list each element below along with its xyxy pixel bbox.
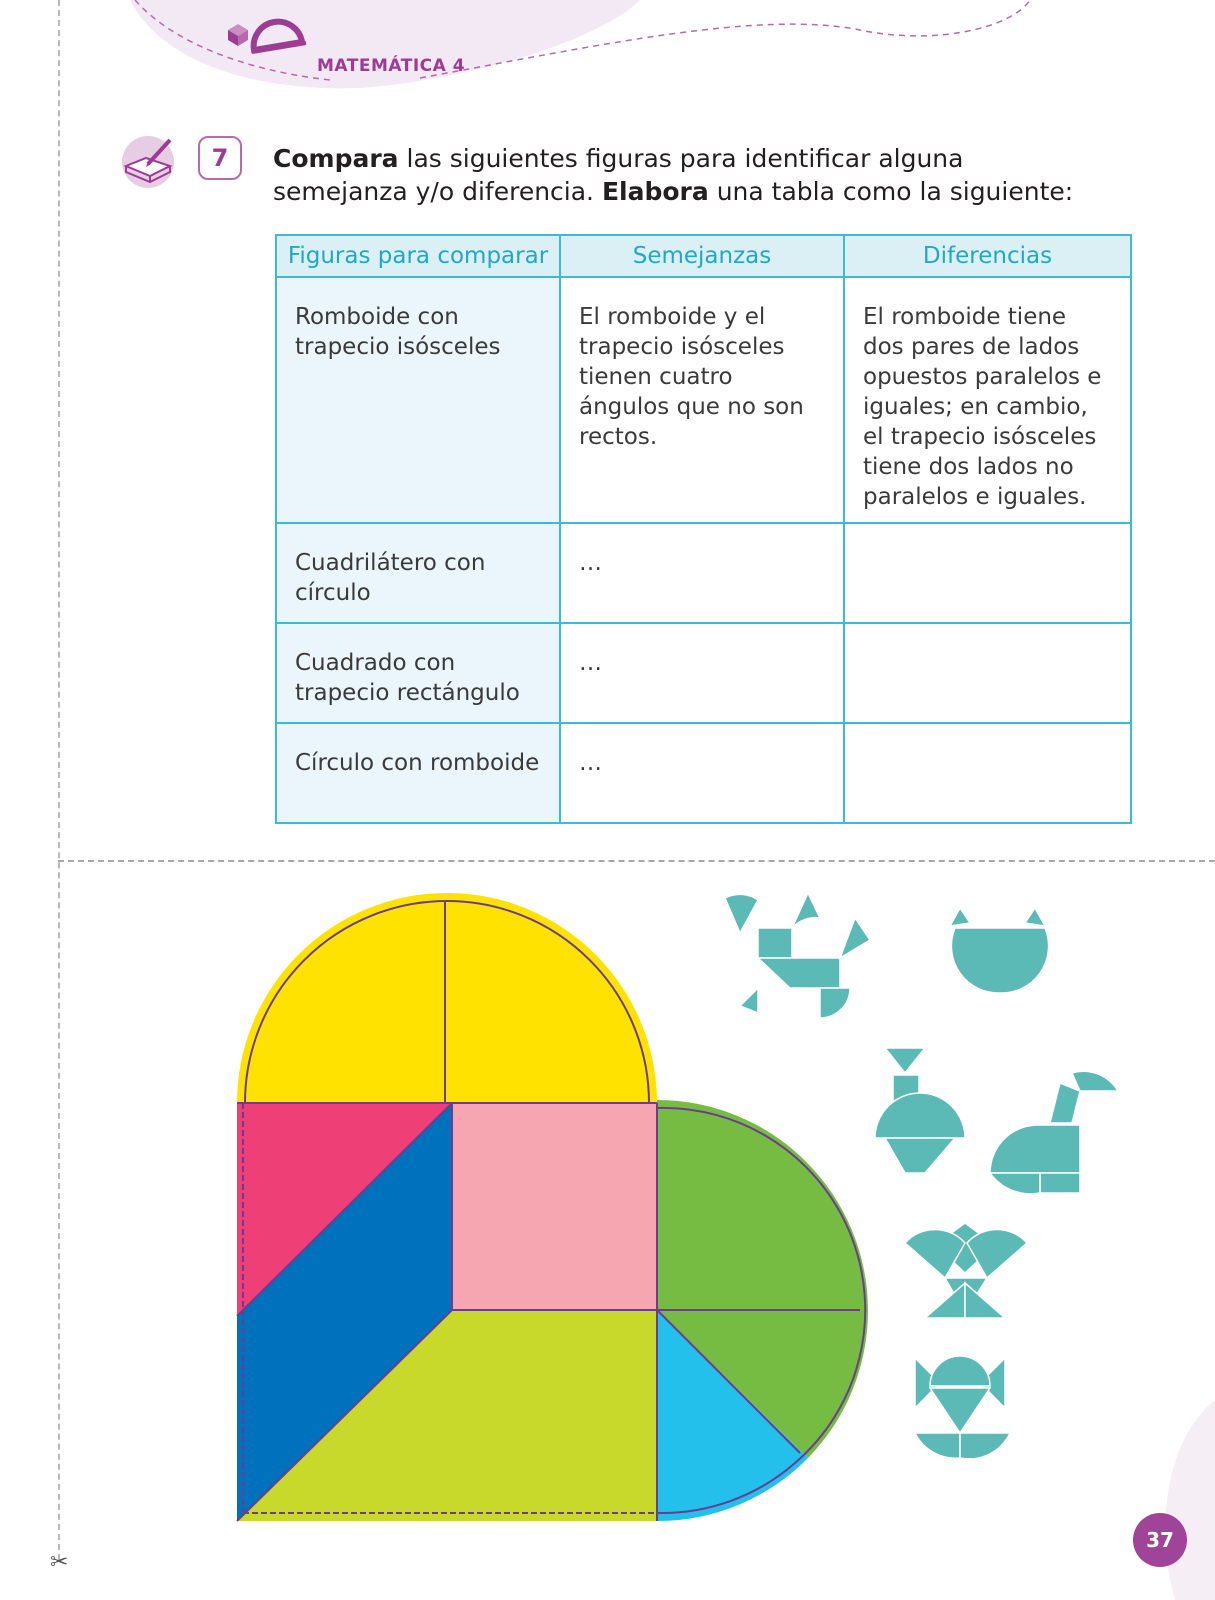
table-row	[276, 623, 1131, 723]
instruction-text-2: una tabla como la siguiente:	[708, 177, 1074, 206]
bird-silhouette	[905, 1223, 1027, 1318]
fox-silhouette	[915, 1356, 1010, 1458]
cell-similarities: El romboide y el trapecio isósceles tienen cuatro ángulos que no son rectos.	[560, 277, 844, 523]
cell-figures: Cuadrilátero con círculo	[276, 523, 560, 623]
cut-line-horizontal	[58, 860, 1215, 862]
instruction-text-1: las siguientes figuras para identificar alguna semejanza y/o diferencia.	[273, 144, 964, 206]
cell-similarities: …	[560, 523, 844, 623]
dog-silhouette	[725, 893, 870, 1018]
instruction-verb-1: Compara	[273, 144, 399, 173]
cell-figures: Romboide con trapecio isósceles	[276, 277, 560, 523]
corner-decoration	[1155, 1400, 1215, 1600]
scissors-icon: ✂	[50, 1550, 69, 1575]
cell-differences	[844, 723, 1131, 823]
cell-similarities: …	[560, 723, 844, 823]
yellow-semicircle-piece[interactable]	[237, 893, 657, 1103]
tangram-silhouettes	[720, 888, 1120, 1458]
book-pencil-icon	[118, 130, 180, 190]
cell-figures: Círculo con romboide	[276, 723, 560, 823]
duck-silhouette	[990, 1071, 1118, 1194]
book-title: MATEMÁTICA 4	[317, 56, 466, 76]
table-row	[276, 723, 1131, 823]
table-row	[276, 277, 1131, 523]
activity-instruction	[273, 142, 1093, 208]
header-decoration	[0, 0, 1215, 110]
cell-similarities: …	[560, 623, 844, 723]
column-header-differences: Diferencias	[844, 235, 1131, 277]
activity-number: 7	[198, 136, 242, 180]
cut-line-vertical	[58, 0, 60, 1560]
cell-figures: Cuadrado con trapecio rectángulo	[276, 623, 560, 723]
table-header-row	[276, 235, 1131, 277]
cat-face-silhouette	[950, 908, 1049, 993]
cell-differences: El romboide tiene dos pares de lados opuestos paralelos e iguales; en cambio, el trapecio isósceles tiene dos lados no paralelos e iguales.	[844, 277, 1131, 523]
cell-differences	[844, 523, 1131, 623]
light-pink-square-piece[interactable]	[452, 1103, 657, 1310]
table-row	[276, 523, 1131, 623]
instruction-verb-2: Elabora	[601, 177, 709, 206]
column-header-figures: Figuras para comparar	[276, 235, 560, 277]
column-header-similarities: Semejanzas	[560, 235, 844, 277]
page-number: 37	[1133, 1513, 1187, 1567]
bottle-silhouette	[875, 1048, 965, 1173]
cell-differences	[844, 623, 1131, 723]
comparison-table	[275, 234, 1132, 824]
